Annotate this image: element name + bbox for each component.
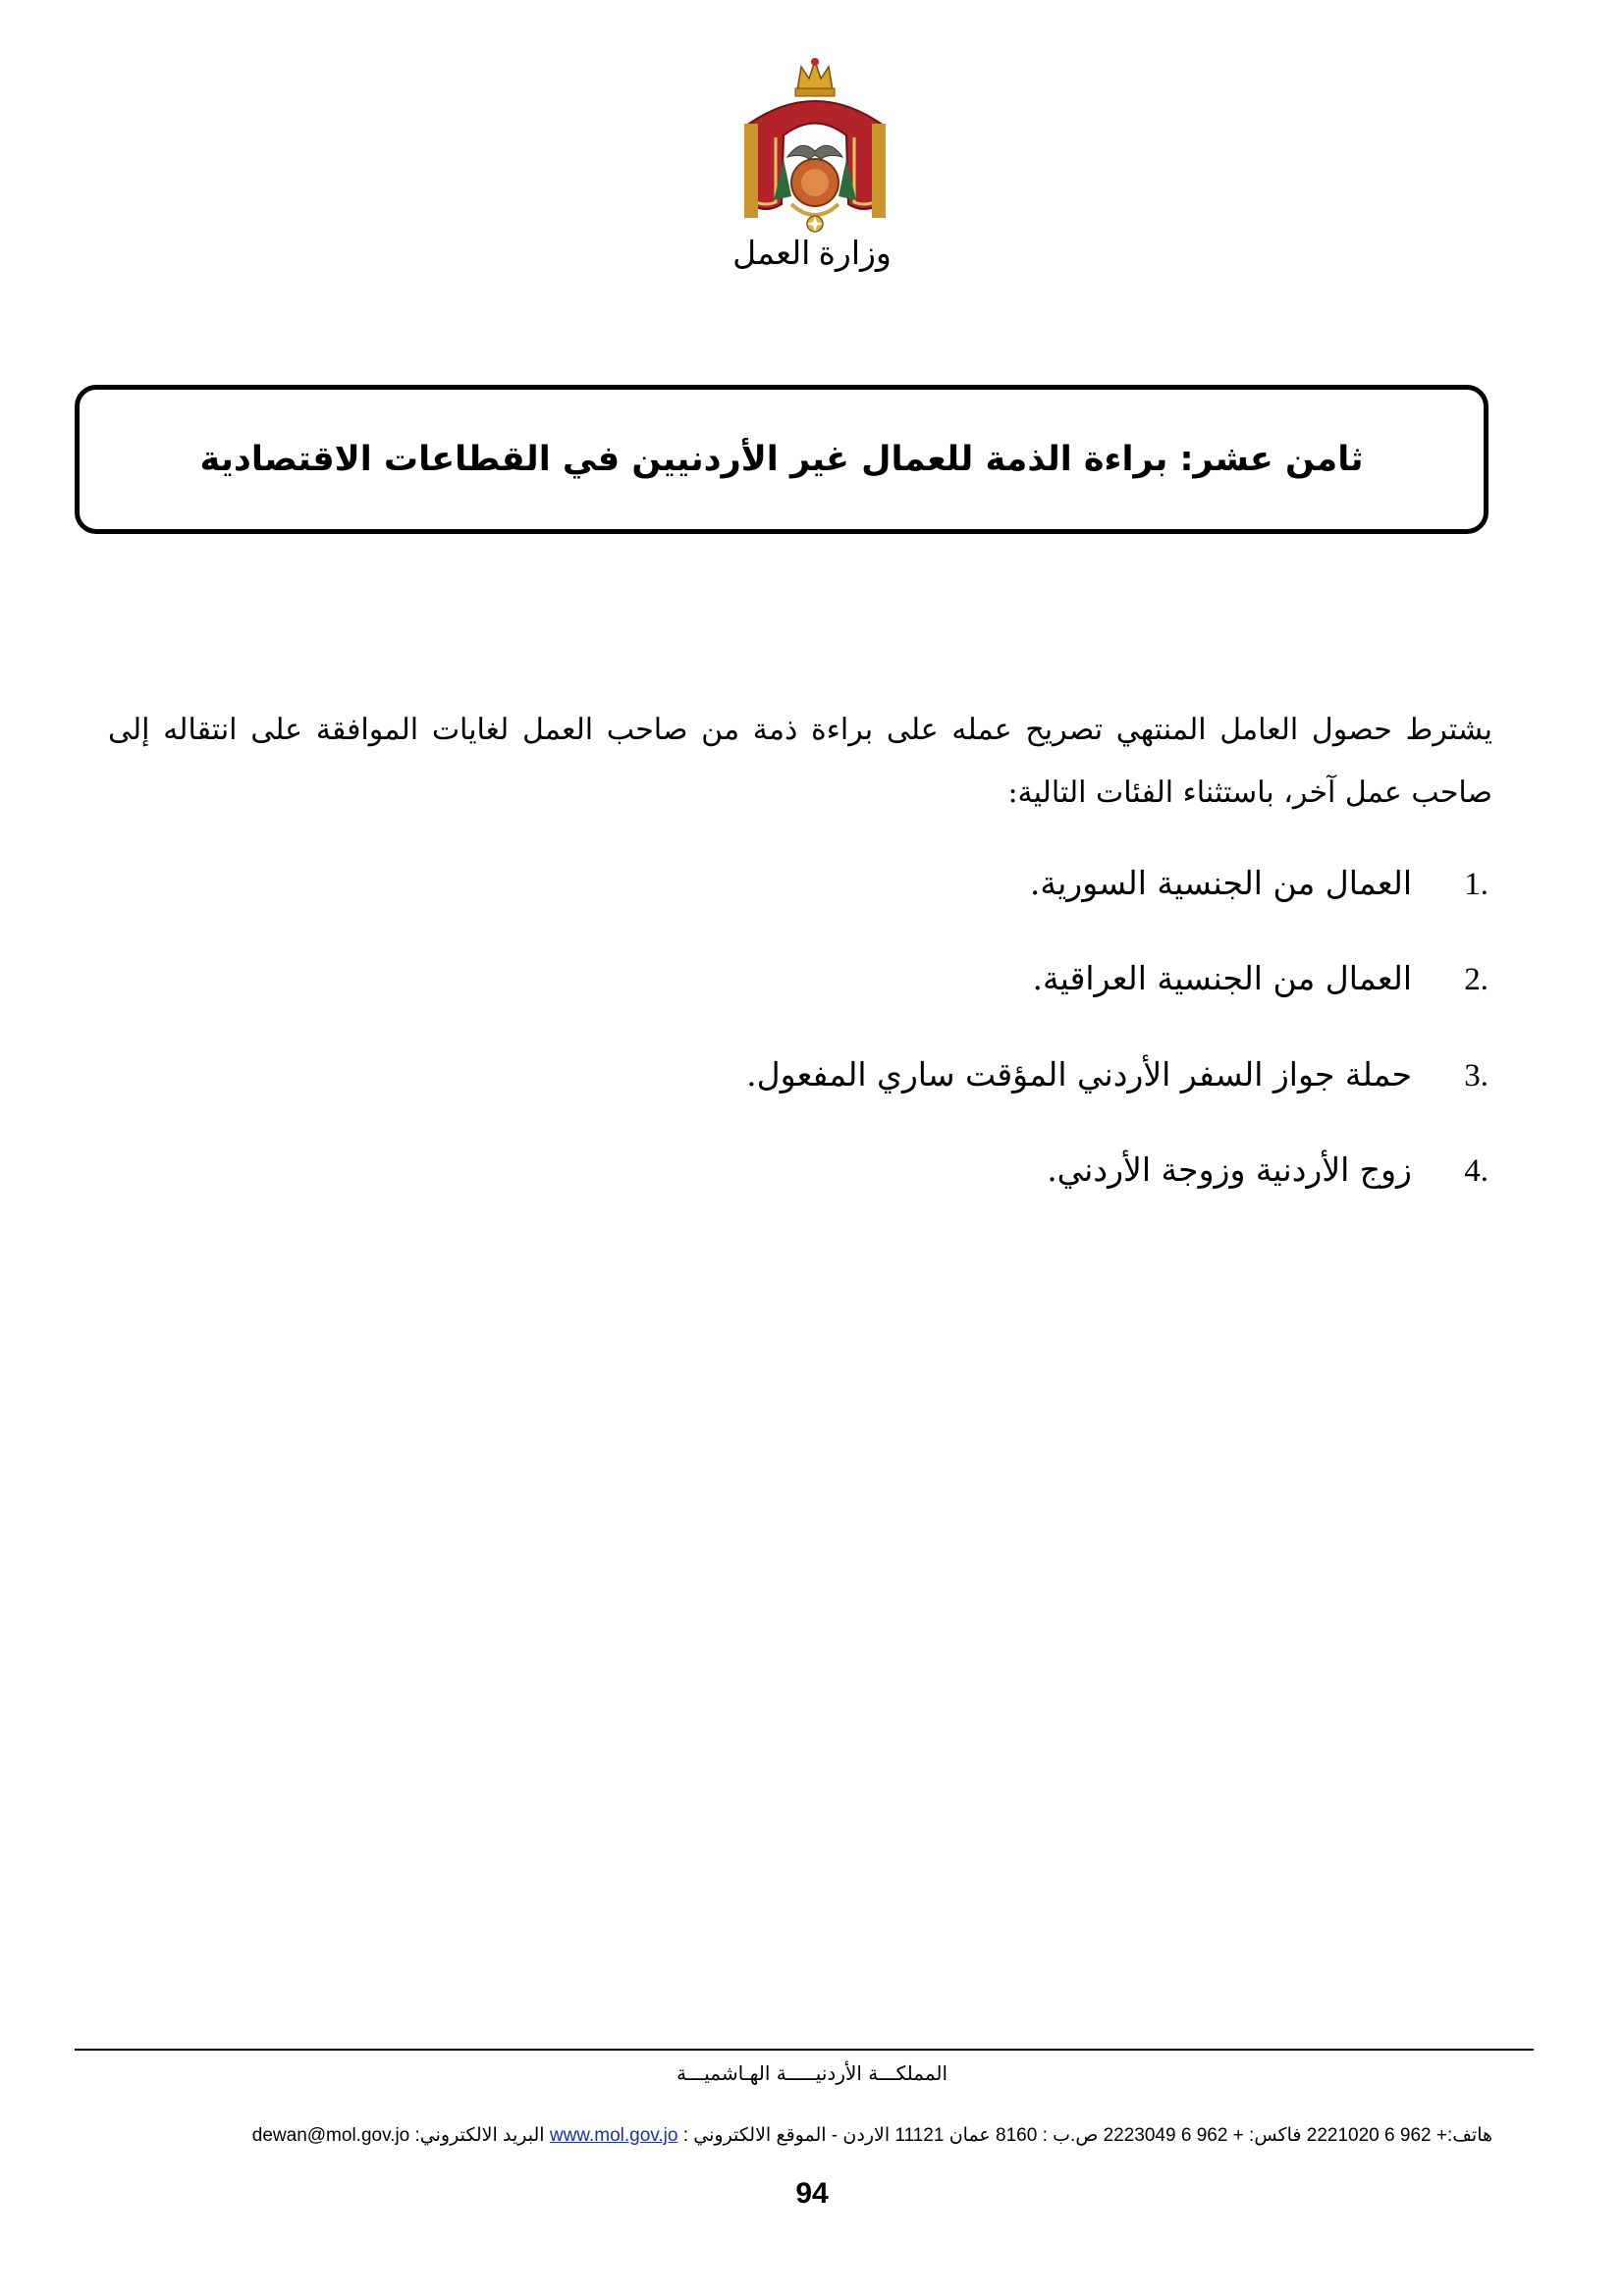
intro-paragraph: يشترط حصول العامل المنتهي تصريح عمله على براءة ذمة من صاحب العمل لغايات الموافقة على انتقاله إلى صاحب عمل آخر، باستثناء الفئات التالية:	[108, 713, 1492, 810]
email-label: البريد الالكتروني:	[414, 2125, 545, 2146]
section-title-box	[75, 385, 1489, 534]
footer-kingdom: المملكـــة الأردنيـــــة الهـاشميـــة	[676, 2061, 948, 2085]
ministry-name: وزارة العمل	[732, 237, 892, 272]
list-item-number: .1	[1464, 867, 1489, 902]
list-item-text: العمال من الجنسية السورية.	[1029, 864, 1412, 902]
list-item-text: العمال من الجنسية العراقية.	[1032, 959, 1412, 997]
list-item	[746, 1055, 1489, 1095]
list-item	[1047, 1150, 1489, 1190]
section-title: ثامن عشر: براءة الذمة للعمال غير الأردنيين في القطاعات الاقتصادية	[199, 440, 1364, 479]
list-item-number: .4	[1464, 1153, 1489, 1189]
list-item-text: زوج الأردنية وزوجة الأردني.	[1047, 1150, 1412, 1189]
footer-phone-fax: هاتف:+ 962 6 2221020 فاكس: + 962 6 2223049 ص.ب : 8160 عمان 11121 الاردن - الموقع الالكتروني :	[682, 2125, 1492, 2146]
list-item-number: .3	[1464, 1058, 1489, 1094]
list-item-number: .2	[1464, 962, 1489, 997]
website-link[interactable]: www.mol.gov.jo	[549, 2125, 678, 2146]
footer-contact	[98, 2124, 1492, 2147]
jordan-coat-of-arms-icon	[727, 57, 903, 239]
list-item-text: حملة جواز السفر الأردني المؤقت ساري المفعول.	[746, 1055, 1412, 1094]
list-item	[1030, 864, 1489, 903]
list-item	[1032, 959, 1489, 998]
footer-divider	[75, 2049, 1534, 2051]
email-address: dewan@mol.gov.jo	[251, 2125, 410, 2146]
page-number: 94	[795, 2177, 829, 2210]
